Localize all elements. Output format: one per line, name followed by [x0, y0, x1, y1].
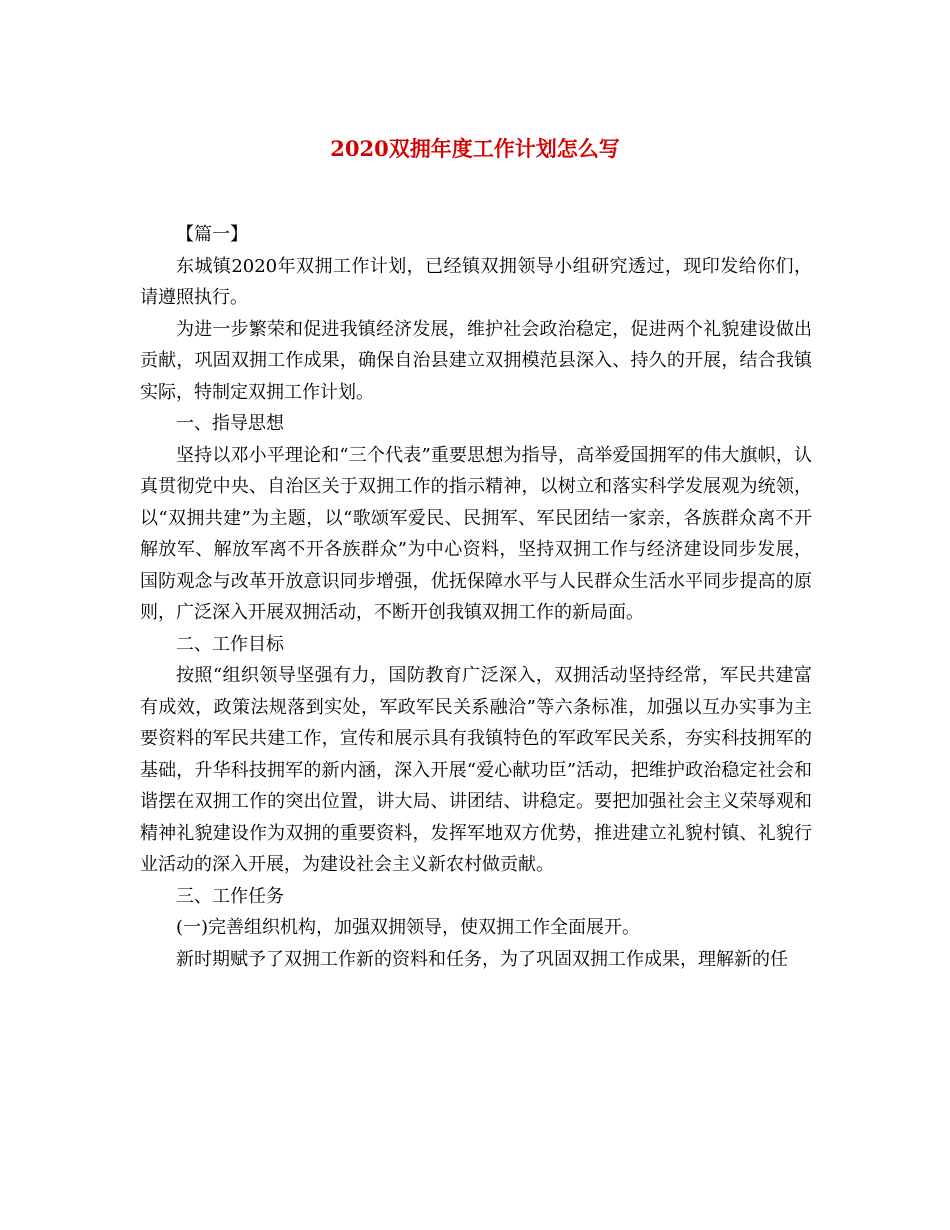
intro-paragraph: 东城镇2020年双拥工作计划，已经镇双拥领导小组研究透过，现印发给你们，请遵照执行。 — [140, 255, 812, 308]
task-one-paragraph: 新时期赋予了双拥工作新的资料和任务，为了巩固双拥工作成果，理解新的任 — [176, 948, 788, 970]
document-title: 2020双拥年度工作计划怎么写 — [330, 136, 620, 161]
task-one-heading: (一)完善组织机构，加强双拥领导，使双拥工作全面展开。 — [176, 917, 641, 938]
guiding-ideology-paragraph: 坚持以邓小平理论和“三个代表”重要思想为指导，高举爱国拥军的伟大旗帜，认真贯彻党中央、自治区关于双拥工作的指示精神，以树立和落实科学发展观为统领，以“双拥共建”为主题，以“歌颂军爱民、民拥军、军民团结一家亲，各族群众离不开解放军、解放军离不开各族群众”为中心资料，坚持双拥工作与经济建设同步发展，国防观念与改革开放意识同步增强，优抚保障水平与人民群众生活水平同步提高的原则，广泛深入开展双拥活动，不断开创我镇双拥工作的新局面。 — [140, 444, 812, 623]
document-body — [140, 219, 812, 975]
heading-work-tasks: 三、工作任务 — [176, 885, 284, 907]
heading-guiding-ideology: 一、指导思想 — [176, 413, 284, 434]
work-goals-paragraph: 按照“组织领导坚强有力，国防教育广泛深入，双拥活动坚持经常，军民共建富有成效，政策法规落到实处，军政军民关系融洽”等六条标准，加强以互办实事为主要资料的军民共建工作，宣传和展示具有我镇特色的军政军民关系，夯实科技拥军的基础，升华科技拥军的新内涵，深入开展“爱心献功臣”活动，把维护政治稳定社会和谐摆在双拥工作的突出位置，讲大局、讲团结、讲稳定。要把加强社会主义荣辱观和精神礼貌建设作为双拥的重要资料，发挥军地双方优势，推进建立礼貌村镇、礼貌行业活动的深入开展，为建设社会主义新农村做贡献。 — [140, 665, 812, 875]
section-marker-part-one: 【篇一】 — [176, 224, 248, 245]
purpose-paragraph: 为进一步繁荣和促进我镇经济发展，维护社会政治稳定，促进两个礼貌建设做出贡献，巩固双拥工作成果，确保自治县建立双拥模范县深入、持久的开展，结合我镇实际，特制定双拥工作计划。 — [140, 318, 812, 403]
heading-work-goals: 二、工作目标 — [176, 633, 284, 655]
